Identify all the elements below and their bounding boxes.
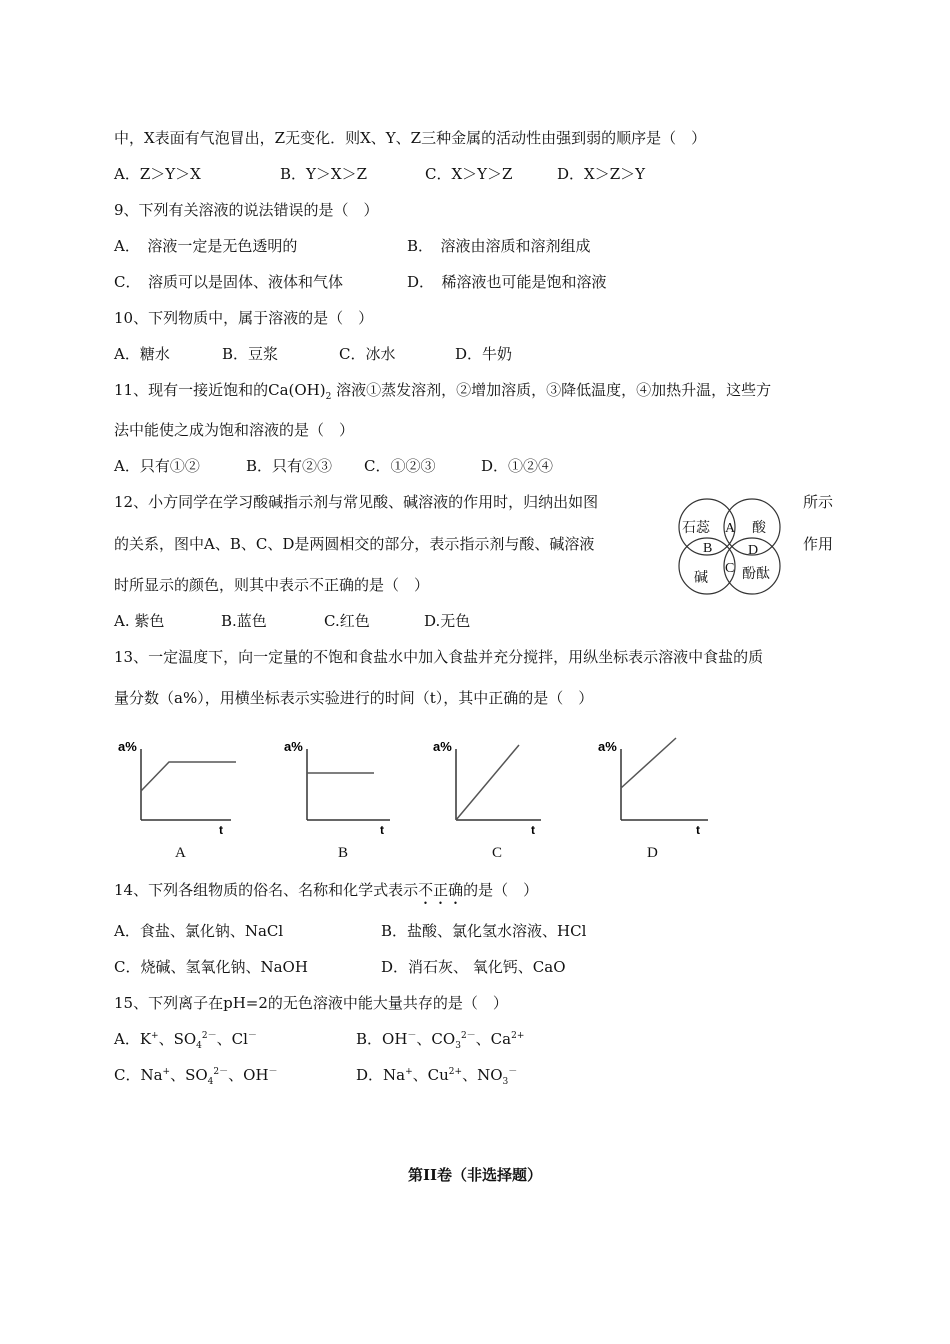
q8-option-c: C．X＞Y＞Z bbox=[425, 165, 513, 183]
graph-a-label: A bbox=[175, 845, 186, 861]
q10-option-b: B．豆浆 bbox=[222, 345, 279, 363]
q14-stem bbox=[114, 880, 538, 908]
graph-d-x-label: t bbox=[696, 823, 700, 835]
q12-line1-end: 所示 bbox=[803, 493, 834, 511]
q15-d-s1: + bbox=[405, 1067, 413, 1077]
q12-line2-end: 作用 bbox=[803, 535, 834, 553]
q15-c-s3: － bbox=[268, 1067, 278, 1077]
q14-option-b: B．盐酸、氯化氢水溶液、HCl bbox=[381, 922, 587, 940]
venn-label-phenol: 酚酞 bbox=[742, 566, 770, 582]
venn-region-d: D bbox=[748, 543, 759, 558]
q13-line2: 量分数（a%），用横坐标表示实验进行的时间（t），其中正确的是（ ） bbox=[114, 689, 594, 707]
q9-option-c: C． 溶质可以是固体、液体和气体 bbox=[114, 273, 343, 291]
q9-stem: 9、下列有关溶液的说法错误的是（ ） bbox=[114, 201, 379, 219]
q11-option-a: A．只有①② bbox=[114, 457, 200, 475]
q14-stem-b: 的是（ ） bbox=[463, 881, 539, 899]
q14-option-c: C．烧碱、氢氧化钠、NaOH bbox=[114, 958, 308, 976]
indicator-venn-diagram bbox=[676, 496, 790, 598]
graph-a-curve bbox=[141, 762, 236, 791]
q11-stem-line2: 法中能使之成为饱和溶液的是（ ） bbox=[114, 421, 355, 439]
q11-option-b: B．只有②③ bbox=[246, 457, 333, 475]
q15-a-s1: + bbox=[151, 1031, 159, 1041]
q15-c-p3: 、OH bbox=[228, 1066, 269, 1084]
q12-line3: 时所显示的颜色，则其中表示不正确的是（ ） bbox=[114, 576, 430, 594]
q9-option-d: D． 稀溶液也可能是饱和溶液 bbox=[407, 273, 607, 291]
q15-c-b2: 4 bbox=[207, 1077, 214, 1087]
graph-b-x-label: t bbox=[380, 823, 384, 835]
graph-c bbox=[431, 735, 551, 835]
q10-stem: 10、下列物质中，属于溶液的是（ ） bbox=[114, 309, 374, 327]
q15-b-p2: 、CO bbox=[416, 1030, 456, 1048]
q15-d-s3: － bbox=[508, 1067, 518, 1077]
graph-d-label: D bbox=[647, 845, 658, 861]
q15-stem: 15、下列离子在pH=2的无色溶液中能大量共存的是（ ） bbox=[114, 994, 508, 1012]
graph-d bbox=[596, 735, 716, 835]
q11-option-d: D．①②④ bbox=[481, 457, 554, 475]
q15-option-a bbox=[114, 1029, 257, 1049]
q11-option-c: C．①②③ bbox=[364, 457, 436, 475]
q12-line2: 的关系，图中A、B、C、D是两圆相交的部分，表示指示剂与酸、碱溶液 bbox=[114, 535, 595, 553]
q10-option-d: D．牛奶 bbox=[455, 345, 513, 363]
graph-a-x-label: t bbox=[219, 823, 223, 835]
q15-b-s1: － bbox=[407, 1031, 417, 1041]
q12-option-a: A. 紫色 bbox=[114, 612, 165, 630]
q11-stem bbox=[114, 380, 771, 400]
venn-region-a: A bbox=[725, 521, 736, 536]
q15-d-p2: 、Cu bbox=[412, 1066, 449, 1084]
graph-c-label: C bbox=[492, 845, 503, 861]
q15-b-p3: 、Ca bbox=[475, 1030, 512, 1048]
q13-line1: 13、一定温度下，向一定量的不饱和食盐水中加入食盐并充分搅拌，用纵坐标表示溶液中食盐的质 bbox=[114, 648, 764, 666]
q15-b-b2: 3 bbox=[455, 1041, 461, 1051]
graph-a-y-label: a% bbox=[118, 739, 137, 754]
graph-c-x-label: t bbox=[531, 823, 535, 835]
q15-c-p1: C．Na bbox=[114, 1066, 163, 1084]
q9-option-b: B． 溶液由溶质和溶剂组成 bbox=[407, 237, 591, 255]
q15-c-p2: 、SO bbox=[170, 1066, 208, 1084]
graph-b-y-label: a% bbox=[284, 739, 303, 754]
q15-b-p1: B．OH bbox=[356, 1030, 408, 1048]
q15-a-p1: A．K bbox=[114, 1030, 152, 1048]
q9-option-a: A． 溶液一定是无色透明的 bbox=[114, 237, 298, 255]
q14-stem-a: 14、下列各组物质的俗名、名称和化学式表示 bbox=[114, 881, 419, 899]
graph-c-curve bbox=[456, 745, 519, 820]
q8-stem: 中，X表面有气泡冒出，Z无变化．则X、Y、Z三种金属的活动性由强到弱的顺序是（ ） bbox=[114, 129, 707, 147]
q15-d-b3: 3 bbox=[502, 1077, 509, 1087]
q15-a-p2: 、SO bbox=[158, 1030, 197, 1048]
q10-option-a: A．糖水 bbox=[114, 345, 170, 363]
q15-d-p3: 、NO bbox=[462, 1066, 503, 1084]
q15-c-s2: 2－ bbox=[213, 1067, 229, 1077]
q11-stem-b: 溶液①蒸发溶剂，②增加溶质，③降低温度，④加热升温，这些方 bbox=[331, 381, 772, 399]
venn-label-litmus: 石蕊 bbox=[682, 520, 710, 536]
q15-a-b2: 4 bbox=[196, 1041, 202, 1051]
section-heading: 第II卷（非选择题） bbox=[407, 1166, 543, 1184]
q15-option-d bbox=[356, 1065, 517, 1085]
q15-c-s1: + bbox=[162, 1067, 171, 1077]
venn-label-base: 碱 bbox=[694, 570, 708, 586]
q15-a-s2: 2－ bbox=[201, 1031, 217, 1041]
q14-stem-emphasis: 不正确 bbox=[418, 881, 464, 899]
q15-a-p3: 、Cl bbox=[216, 1030, 248, 1048]
q12-option-c: C.红色 bbox=[324, 612, 370, 630]
q15-b-s2: 2－ bbox=[460, 1031, 476, 1041]
venn-label-acid: 酸 bbox=[752, 520, 766, 536]
q12-option-d: D.无色 bbox=[424, 612, 471, 630]
q14-option-d: D．消石灰、 氧化钙、CaO bbox=[381, 958, 566, 976]
q15-d-s2: 2+ bbox=[448, 1067, 463, 1077]
graph-c-y-label: a% bbox=[433, 739, 452, 754]
q15-option-c bbox=[114, 1065, 278, 1085]
q12-line1: 12、小方同学在学习酸碱指示剂与常见酸、碱溶液的作用时，归纳出如图 bbox=[114, 493, 599, 511]
venn-region-b: B bbox=[703, 541, 713, 556]
q15-d-p1: D．Na bbox=[356, 1066, 406, 1084]
graph-a bbox=[116, 735, 236, 835]
graph-d-curve bbox=[621, 738, 676, 788]
q15-option-b bbox=[356, 1029, 524, 1049]
graph-b-label: B bbox=[338, 845, 349, 861]
q8-option-b: B．Y＞X＞Z bbox=[280, 165, 368, 183]
venn-region-c: C bbox=[725, 561, 735, 576]
q11-stem-a: 11、现有一接近饱和的Ca(OH) bbox=[114, 381, 326, 399]
q15-b-s3: 2+ bbox=[511, 1031, 525, 1041]
q10-option-c: C．冰水 bbox=[339, 345, 396, 363]
q12-option-b: B.蓝色 bbox=[221, 612, 267, 630]
q15-a-s3: － bbox=[247, 1031, 257, 1041]
q14-option-a: A．食盐、氯化钠、NaCl bbox=[114, 922, 284, 940]
graph-b bbox=[282, 735, 402, 835]
q8-option-d: D．X＞Z＞Y bbox=[557, 165, 646, 183]
q11-stem-sub: 2 bbox=[325, 392, 332, 402]
graph-d-y-label: a% bbox=[598, 739, 617, 754]
q8-option-a: A．Z＞Y＞X bbox=[114, 165, 201, 183]
